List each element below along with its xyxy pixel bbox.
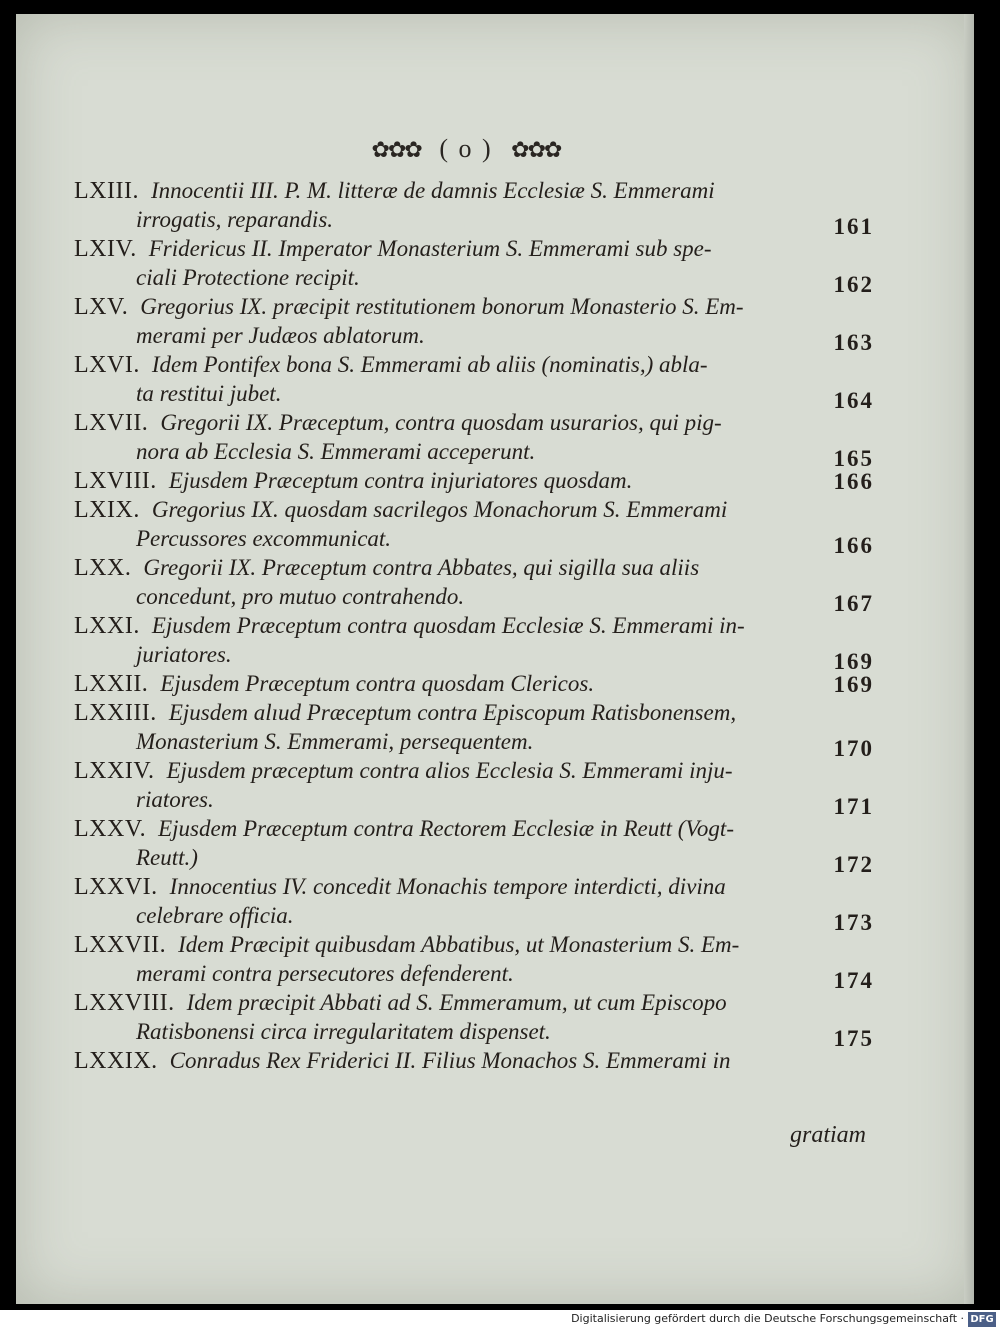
entry-text: Ejusdem Præceptum contra quosdam Clericos. <box>160 671 595 696</box>
entry-text: Gregorius IX. quosdam sacrilegos Monachorum S. Emmerami <box>151 497 728 522</box>
entry-text: Innocentii III. P. M. litteræ de damnis Ecclesiæ S. Emmerami <box>150 178 715 203</box>
entry-text: Ejusdem Præceptum contra Rectorem Ecclesiæ in Reutt (Vogt- <box>158 816 734 841</box>
entry-number: LXX. <box>74 555 132 581</box>
toc-entry-line <box>74 234 874 263</box>
toc-entry-line <box>74 176 874 205</box>
entry-number: LXIX. <box>74 497 140 523</box>
entry-number: LXXIII. <box>74 700 157 726</box>
entry-number: LXXVII. <box>74 932 167 958</box>
entry-text: riatores. <box>136 787 214 812</box>
entry-page-number: 170 <box>833 736 874 761</box>
entry-page-number: 171 <box>833 794 874 819</box>
toc-entry <box>74 1046 874 1075</box>
entry-text: Gregorius IX. præcipit restitutionem bonorum Monasterio S. Em- <box>140 294 744 319</box>
entry-text: juriatores. <box>136 642 232 667</box>
entry-text: Gregorii IX. Præceptum, contra quosdam usurarios, qui pig- <box>160 410 722 435</box>
toc-entry-line <box>74 727 874 756</box>
toc-entry-line <box>74 1017 874 1046</box>
toc-entry-line <box>74 292 874 321</box>
toc-entry <box>74 872 874 935</box>
toc-entry <box>74 408 874 471</box>
toc-entry-line <box>74 669 874 698</box>
entry-page-number: 166 <box>833 533 874 558</box>
entry-page-number: 161 <box>833 214 874 239</box>
catchword: gratiam <box>790 1122 867 1148</box>
entry-text: Ejusdem alıud Præceptum contra Episcopum Ratisbonensem, <box>168 700 737 725</box>
digitization-footer <box>0 1310 1000 1331</box>
toc-entry-line <box>74 321 874 350</box>
page-edge <box>964 14 974 1304</box>
entry-text: Gregorii IX. Præceptum contra Abbates, qui sigilla sua aliis <box>143 555 700 580</box>
toc-entry-line <box>74 553 874 582</box>
entry-text: nora ab Ecclesia S. Emmerami acceperunt. <box>136 439 536 464</box>
entry-page-number: 165 <box>833 446 874 471</box>
entry-text: merami contra persecutores defenderent. <box>136 961 514 986</box>
entry-text: ciali Protectione recipit. <box>136 265 360 290</box>
entry-page-number: 163 <box>833 330 874 355</box>
entry-text: Idem præcipit Abbati ad S. Emmeramum, ut cum Episcopo <box>186 990 727 1015</box>
entry-number: LXVI. <box>74 352 140 378</box>
entry-page-number: 162 <box>833 272 874 297</box>
entry-text: Ejusdem Præceptum contra quosdam Ecclesiæ S. Emmerami in- <box>151 613 745 638</box>
entry-number: LXV. <box>74 294 129 320</box>
entry-number: LXIV. <box>74 236 137 262</box>
entry-number: LXXIX. <box>74 1048 158 1074</box>
toc-entry-line <box>74 582 874 611</box>
toc-entry-line <box>74 408 874 437</box>
entry-page-number: 175 <box>833 1026 874 1051</box>
entry-text: irrogatis, reparandis. <box>136 207 334 232</box>
toc-entry-line <box>74 872 874 901</box>
footer-credit: Digitalisierung gefördert durch die Deutsche Forschungsgemeinschaft · <box>571 1312 964 1325</box>
toc-entry <box>74 988 874 1051</box>
entry-text: Ejusdem præceptum contra alios Ecclesia S. Emmerami inju- <box>166 758 733 783</box>
entry-page-number: 169 <box>833 649 874 674</box>
toc-entry-line <box>74 640 874 669</box>
toc-entry-line <box>74 959 874 988</box>
toc-entry-line <box>74 495 874 524</box>
entry-page-number: 174 <box>833 968 874 993</box>
toc-entry-line <box>74 524 874 553</box>
entry-text: Fridericus II. Imperator Monasterium S. Emmerami sub spe- <box>148 236 712 261</box>
toc-entry-line <box>74 988 874 1017</box>
toc-entry <box>74 669 874 698</box>
toc-entry-line <box>74 205 874 234</box>
toc-entry-line <box>74 698 874 727</box>
entry-number: LXXIV. <box>74 758 155 784</box>
table-of-contents <box>74 176 874 1075</box>
entry-text: Ratisbonensi circa irregularitatem dispenset. <box>136 1019 551 1044</box>
toc-entry-line <box>74 930 874 959</box>
toc-entry <box>74 553 874 616</box>
toc-entry-line <box>74 814 874 843</box>
toc-entry-line <box>74 843 874 872</box>
toc-entry-line <box>74 901 874 930</box>
entry-text: Innocentius IV. concedit Monachis tempore interdicti, divina <box>169 874 726 899</box>
dfg-logo-icon: DFG <box>968 1312 996 1327</box>
entry-text: Percussores excommunicat. <box>136 526 392 551</box>
toc-entry-line <box>74 379 874 408</box>
entry-number: LXXVI. <box>74 874 158 900</box>
entry-number: LXXI. <box>74 613 140 639</box>
entry-text: ta restitui jubet. <box>136 381 282 406</box>
toc-entry-line <box>74 350 874 379</box>
toc-entry-line <box>74 263 874 292</box>
toc-entry <box>74 176 874 239</box>
book-page <box>16 14 974 1304</box>
toc-entry <box>74 495 874 558</box>
entry-number: LXXVIII. <box>74 990 175 1016</box>
toc-entry-line <box>74 1046 874 1075</box>
toc-entry <box>74 814 874 877</box>
toc-entry <box>74 930 874 993</box>
toc-entry-line <box>74 466 874 495</box>
toc-entry <box>74 292 874 355</box>
toc-entry <box>74 698 874 761</box>
toc-entry-line <box>74 756 874 785</box>
ornament-left-icon: ✿✿✿ <box>371 138 421 163</box>
entry-number: LXVIII. <box>74 468 157 494</box>
entry-number: LXXV. <box>74 816 147 842</box>
toc-entry-line <box>74 611 874 640</box>
entry-text: Conradus Rex Friderici II. Filius Monachos S. Emmerami in <box>169 1048 731 1073</box>
entry-page-number: 173 <box>833 910 874 935</box>
entry-page-number: 166 <box>833 469 874 494</box>
entry-text: merami per Judæos ablatorum. <box>136 323 425 348</box>
toc-entry <box>74 611 874 674</box>
toc-entry <box>74 234 874 297</box>
toc-entry-line <box>74 785 874 814</box>
page-header <box>16 134 916 164</box>
toc-entry <box>74 350 874 413</box>
entry-page-number: 172 <box>833 852 874 877</box>
page-marker: ( o ) <box>439 134 493 163</box>
entry-page-number: 169 <box>833 672 874 697</box>
entry-text: celebrare officia. <box>136 903 294 928</box>
entry-text: Reutt.) <box>136 845 198 870</box>
entry-number: LXIII. <box>74 178 139 204</box>
entry-page-number: 167 <box>833 591 874 616</box>
entry-number: LXXII. <box>74 671 149 697</box>
entry-page-number: 164 <box>833 388 874 413</box>
toc-entry-line <box>74 437 874 466</box>
entry-text: Ejusdem Præceptum contra injuriatores quosdam. <box>168 468 633 493</box>
entry-text: Idem Præcipit quibusdam Abbatibus, ut Monasterium S. Em- <box>178 932 740 957</box>
toc-entry <box>74 466 874 495</box>
toc-entry <box>74 756 874 819</box>
entry-text: concedunt, pro mutuo contrahendo. <box>136 584 465 609</box>
entry-number: LXVII. <box>74 410 149 436</box>
ornament-right-icon: ✿✿✿ <box>511 138 561 163</box>
entry-text: Idem Pontifex bona S. Emmerami ab aliis (nominatis,) abla- <box>151 352 708 377</box>
entry-text: Monasterium S. Emmerami, persequentem. <box>136 729 534 754</box>
